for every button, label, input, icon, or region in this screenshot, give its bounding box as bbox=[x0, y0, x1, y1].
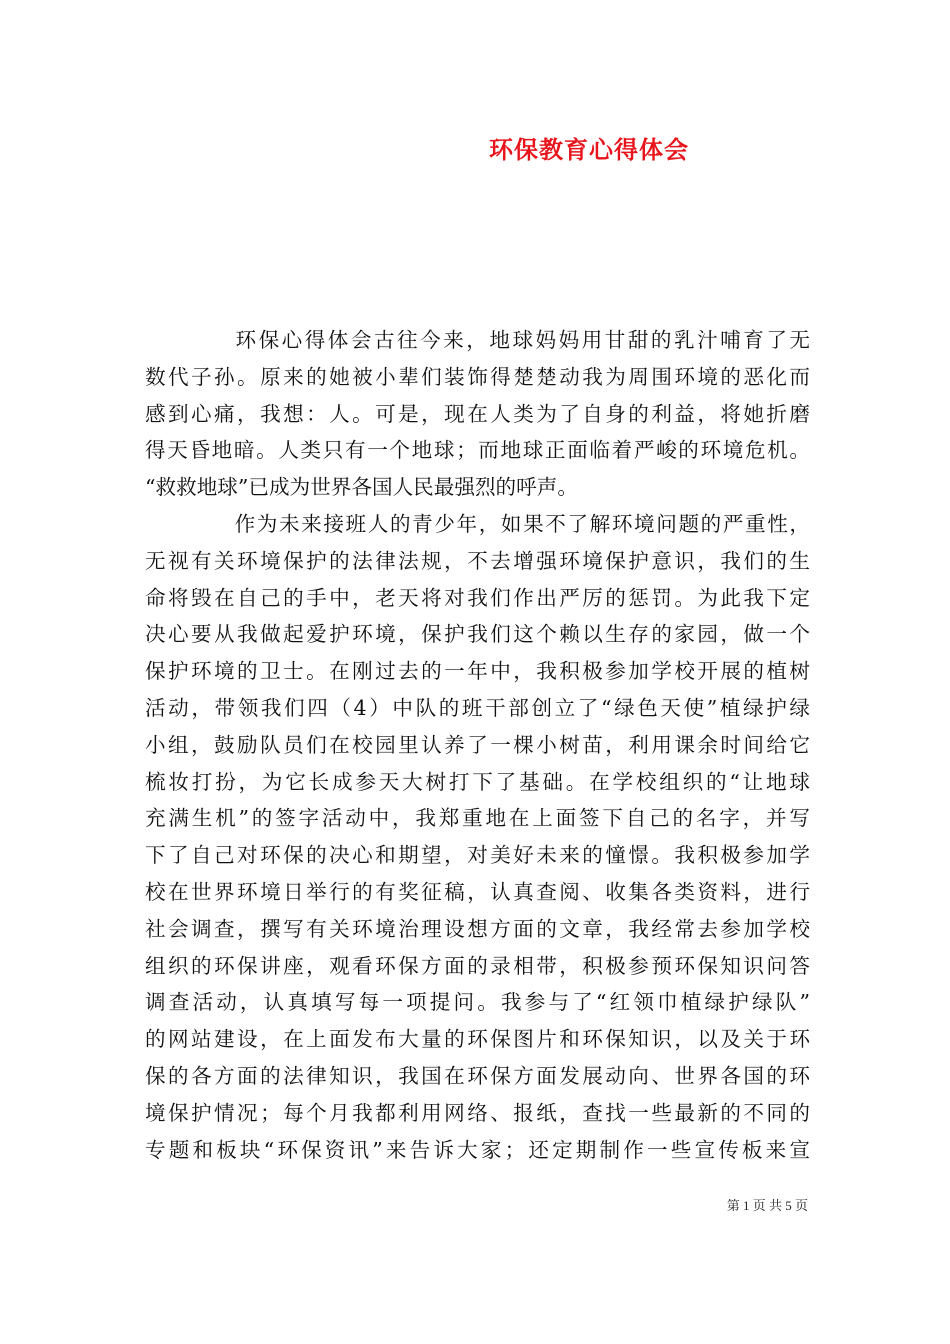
paragraph-1 bbox=[145, 322, 810, 506]
text-line: 保护环境的卫士。在刚过去的一年中，我积极参加学校开展的植树 bbox=[145, 659, 810, 684]
text-line: 调查活动，认真填写每一项提问。我参与了“红领巾植绿护绿队” bbox=[145, 990, 810, 1015]
text-line: 无视有关环境保护的法律法规，不去增强环境保护意识，我们的生 bbox=[145, 548, 810, 573]
text-line: 得天昏地暗。人类只有一个地球；而地球正面临着严峻的环境危机。 bbox=[145, 438, 810, 463]
document-title: 环保教育心得体会 bbox=[489, 135, 689, 164]
text-line: 梳妆打扮，为它长成参天大树打下了基础。在学校组织的“让地球 bbox=[145, 769, 810, 794]
text-line: 下了自己对环保的决心和期望，对美好未来的憧憬。我积极参加学 bbox=[145, 843, 810, 868]
text-line: 校在世界环境日举行的有奖征稿，认真查阅、收集各类资料，进行 bbox=[145, 879, 810, 904]
text-line: 的网站建设，在上面发布大量的环保图片和环保知识，以及关于环 bbox=[145, 1027, 810, 1052]
text-line: 社会调查，撰写有关环境治理设想方面的文章，我经常去参加学校 bbox=[145, 916, 810, 941]
text-line: 感到心痛，我想：人。可是，现在人类为了自身的利益，将她折磨 bbox=[145, 401, 810, 426]
paragraph-2 bbox=[145, 506, 810, 1168]
page-number-footer: 第 1 页 共 5 页 bbox=[726, 1198, 808, 1213]
text-line: 小组，鼓励队员们在校园里认养了一棵小树苗，利用课余时间给它 bbox=[145, 732, 810, 757]
text-line bbox=[145, 506, 810, 543]
text-line: 数代子孙。原来的她被小辈们装饰得楚楚动我为周围环境的恶化而 bbox=[145, 364, 810, 389]
text-line: 专题和板块“环保资讯”来告诉大家；还定期制作一些宣传板来宣 bbox=[145, 1137, 810, 1162]
text-line bbox=[145, 322, 810, 359]
text-line: 充满生机”的签字活动中，我郑重地在上面签下自己的名字，并写 bbox=[145, 806, 810, 831]
text-line: 组织的环保讲座，观看环保方面的录相带，积极参预环保知识问答 bbox=[145, 953, 810, 978]
line-text: 环保心得体会古往今来，地球妈妈用甘甜的乳汁哺育了无 bbox=[233, 328, 810, 352]
text-line: 命将毁在自己的手中，老天将对我们作出严厉的惩罚。为此我下定 bbox=[145, 585, 810, 610]
text-line: 保的各方面的法律知识，我国在环保方面发展动向、世界各国的环 bbox=[145, 1063, 810, 1088]
text-line: 活动，带领我们四（4）中队的班干部创立了“绿色天使”植绿护绿 bbox=[145, 695, 810, 720]
text-line: 决心要从我做起爱护环境，保护我们这个赖以生存的家园，做一个 bbox=[145, 622, 810, 647]
document-body bbox=[145, 322, 810, 1168]
text-line: 境保护情况；每个月我都利用网络、报纸，查找一些最新的不同的 bbox=[145, 1100, 810, 1125]
text-line: “救救地球”已成为世界各国人民最强烈的呼声。 bbox=[145, 475, 578, 500]
line-text: 作为未来接班人的青少年，如果不了解环境问题的严重性， bbox=[233, 511, 810, 536]
